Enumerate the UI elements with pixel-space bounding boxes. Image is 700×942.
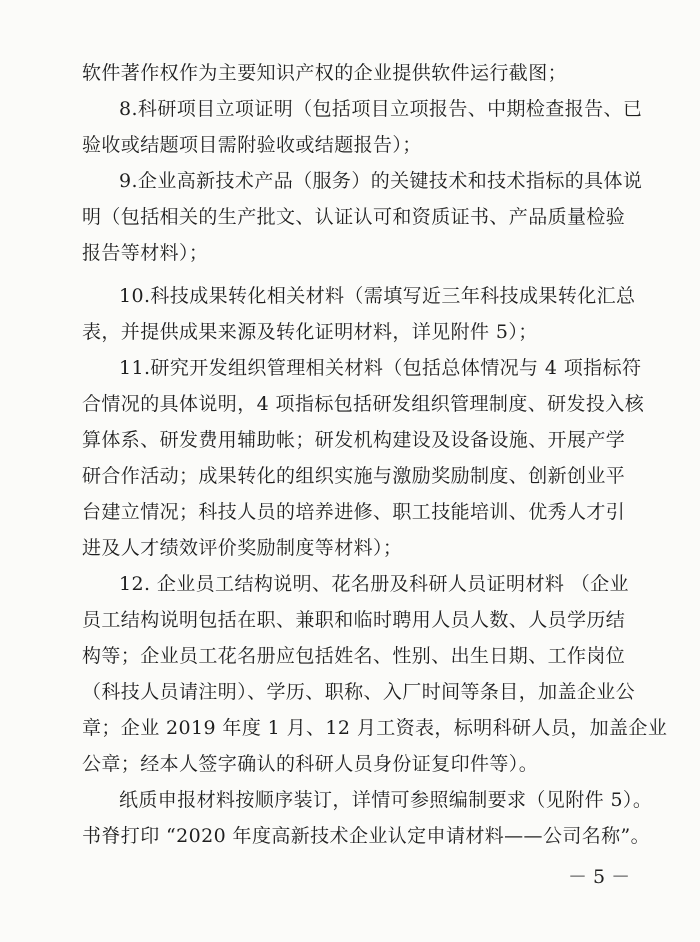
text-line-8: 表，并提供成果来源及转化证明材料，详见附件 5）； xyxy=(82,321,538,343)
text-line-11: 算体系、研发费用辅助帐；研发机构建设及设备设施、开展产学 xyxy=(82,429,626,451)
text-line-16: 员工结构说明包括在职、兼职和临时聘用人员人数、人员学历结 xyxy=(82,609,626,631)
page-number: － 5 － xyxy=(568,866,631,888)
text-line-22: 书脊打印 “2020 年度高新技术企业认定申请材料——公司名称”。 xyxy=(82,825,651,847)
text-line-10: 合情况的具体说明，4 项指标包括研发组织管理制度、研发投入核 xyxy=(82,393,645,415)
text-line-14: 进及人才绩效评价奖励制度等材料）； xyxy=(82,537,403,559)
text-line-1: 软件著作权作为主要知识产权的企业提供软件运行截图； xyxy=(82,62,568,84)
text-line-4: 9.企业高新技术产品（服务）的关键技术和技术指标的具体说 xyxy=(119,170,643,192)
text-line-19: 章；企业 2019 年度 1 月、12 月工资表，标明科研人员，加盖企业 xyxy=(82,717,668,739)
text-line-2: 8.科研项目立项证明（包括项目立项报告、中期检查报告、已 xyxy=(119,98,643,120)
text-line-15: 12. 企业员工结构说明、花名册及科研人员证明材料 （企业 xyxy=(119,573,629,595)
text-line-17: 构等；企业员工花名册应包括姓名、性别、出生日期、工作岗位 xyxy=(82,645,626,667)
text-line-21: 纸质申报材料按顺序装订，详情可参照编制要求（见附件 5）。 xyxy=(119,789,653,811)
text-line-3: 验收或结题项目需附验收或结题报告）； xyxy=(82,134,422,156)
text-line-12: 研合作活动；成果转化的组织实施与激励奖励制度、创新创业平 xyxy=(82,465,626,487)
text-line-18: （科技人员请注明）、学历、职称、入厂时间等条目，加盖企业公 xyxy=(82,681,636,703)
text-line-13: 台建立情况；科技人员的培养进修、职工技能培训、优秀人才引 xyxy=(82,501,626,523)
text-line-6: 报告等材料）； xyxy=(82,242,209,264)
text-line-5: 明（包括相关的生产批文、认证认可和资质证书、产品质量检验 xyxy=(82,206,626,228)
text-line-20: 公章；经本人签字确认的科研人员身份证复印件等）。 xyxy=(82,753,539,775)
text-line-7: 10.科技成果转化相关材料（需填写近三年科技成果转化汇总 xyxy=(119,285,636,307)
text-line-9: 11.研究开发组织管理相关材料（包括总体情况与 4 项指标符 xyxy=(119,357,642,379)
